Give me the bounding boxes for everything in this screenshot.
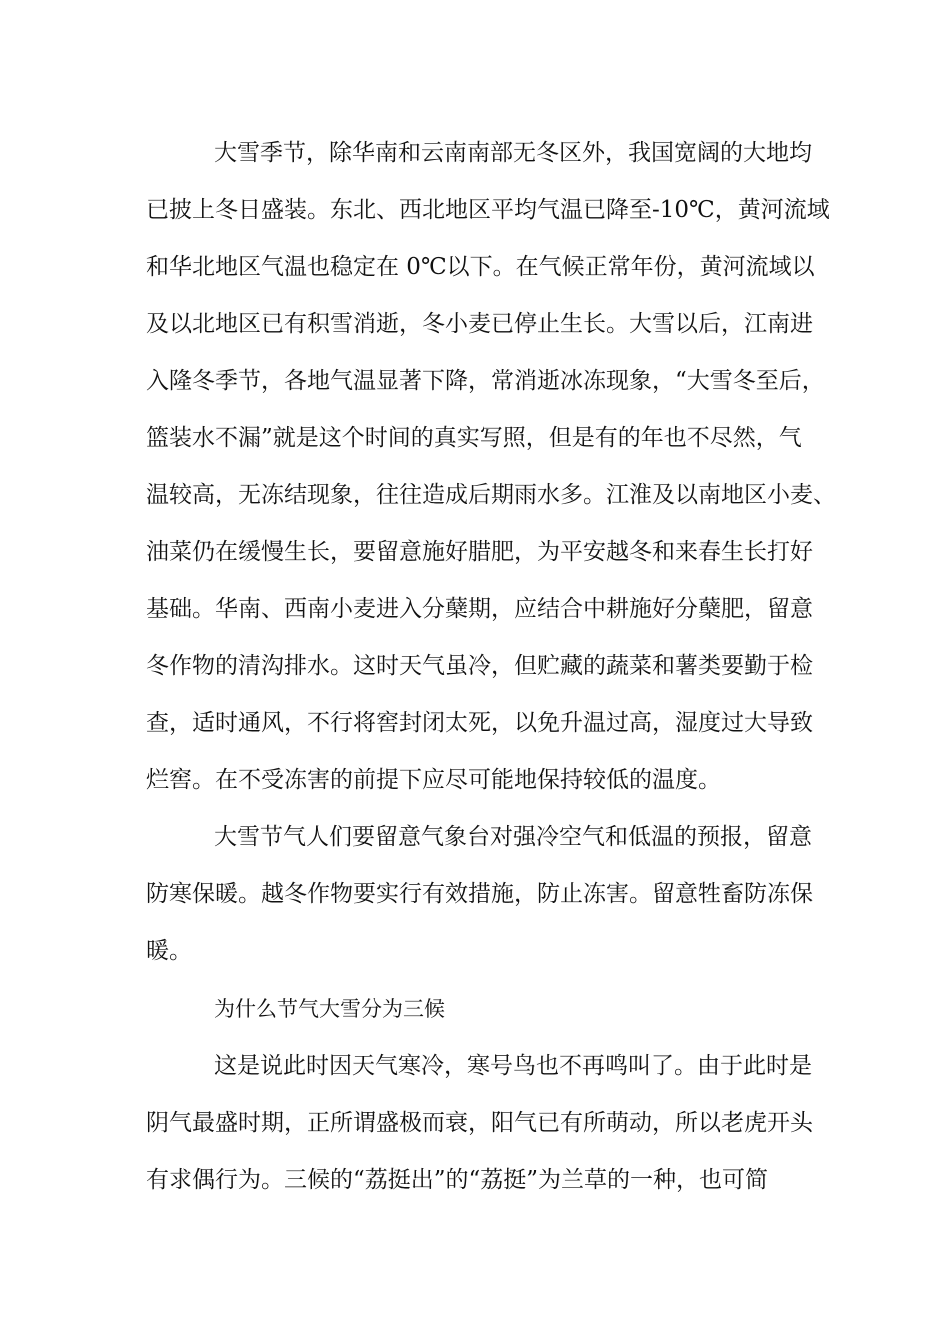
paragraph-3-line-2: 阴气最盛时期，正所谓盛极而衰，阳气已有所萌动，所以老虎开头 <box>146 1110 813 1136</box>
paragraph-1-line-3: 和华北地区气温也稳定在 0℃以下。在气候正常年份，黄河流域以 <box>146 254 815 280</box>
paragraph-1-line-7: 温较高，无冻结现象，往往造成后期雨水多。江淮及以南地区小麦、 <box>146 482 836 508</box>
paragraph-1-line-10: 冬作物的清沟排水。这时天气虽冷，但贮藏的蔬菜和薯类要勤于检 <box>146 653 813 679</box>
paragraph-3-line-1: 这是说此时因天气寒冷，寒号鸟也不再鸣叫了。由于此时是 <box>214 1053 812 1079</box>
paragraph-1-line-12: 烂窖。在不受冻害的前提下应尽可能地保持较低的温度。 <box>146 767 721 793</box>
paragraph-1-line-2: 已披上冬日盛装。东北、西北地区平均气温已降至-10℃，黄河流域 <box>146 197 830 223</box>
paragraph-1-line-11: 查，适时通风，不行将窖封闭太死，以免升温过高，湿度过大导致 <box>146 710 813 736</box>
paragraph-3-line-3: 有求偶行为。三候的“荔挺出”的“荔挺”为兰草的一种，也可简 <box>146 1167 769 1193</box>
paragraph-1-line-1: 大雪季节，除华南和云南南部无冬区外，我国宽阔的大地均 <box>214 140 812 166</box>
paragraph-2-line-3: 暖。 <box>146 938 192 964</box>
paragraph-2-line-1: 大雪节气人们要留意气象台对强冷空气和低温的预报，留意 <box>214 824 812 850</box>
paragraph-2-line-2: 防寒保暖。越冬作物要实行有效措施，防止冻害。留意牲畜防冻保 <box>146 881 813 907</box>
section-heading: 为什么节气大雪分为三候 <box>214 997 445 1021</box>
paragraph-1-line-8: 油菜仍在缓慢生长，要留意施好腊肥，为平安越冬和来春生长打好 <box>146 539 813 565</box>
paragraph-1-line-9: 基础。华南、西南小麦进入分蘖期，应结合中耕施好分蘖肥，留意 <box>146 596 813 622</box>
paragraph-1-line-4: 及以北地区已有积雪消逝，冬小麦已停止生长。大雪以后，江南进 <box>146 311 813 337</box>
paragraph-1-line-5: 入隆冬季节，各地气温显著下降，常消逝冰冻现象，“大雪冬至后， <box>146 368 825 394</box>
paragraph-1-line-6: 篮装水不漏”就是这个时间的真实写照，但是有的年也不尽然，气 <box>146 425 802 451</box>
